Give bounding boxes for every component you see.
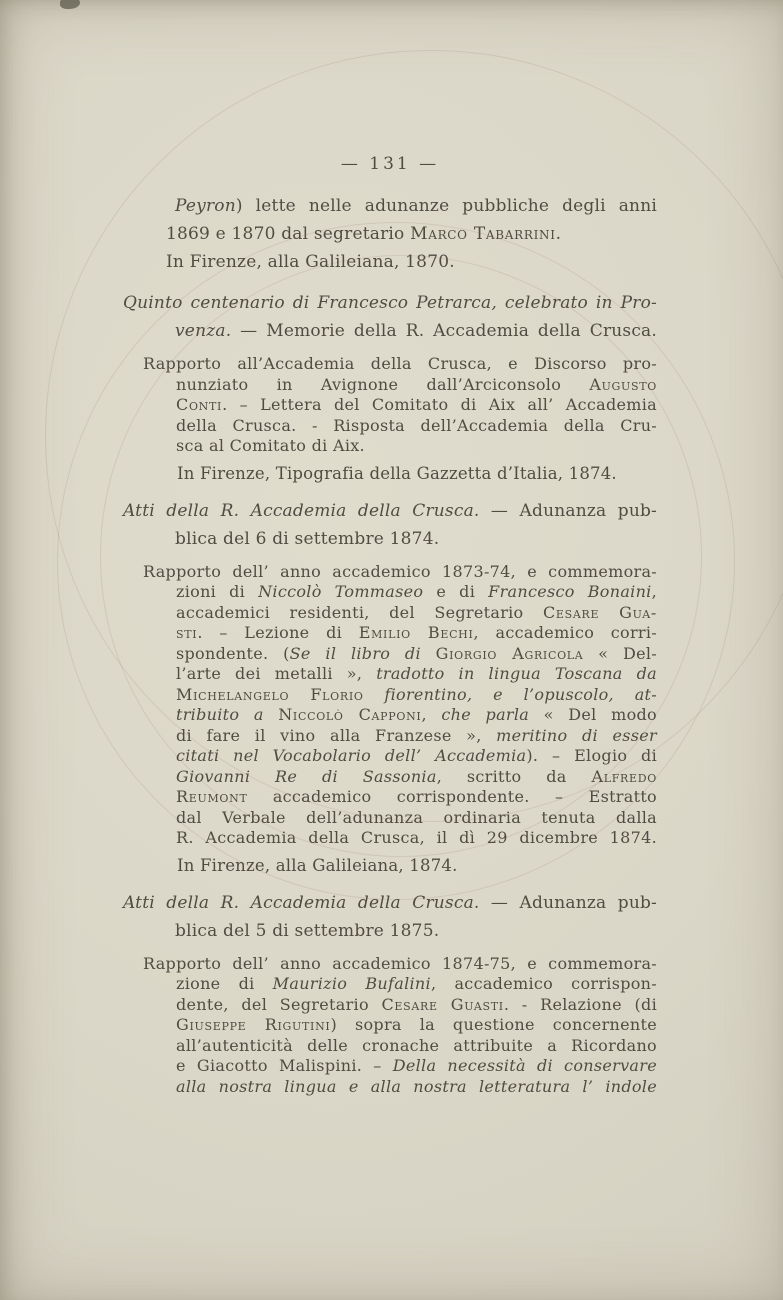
entry-line: e Giacotto Malispini. – Della necessità di conservare: [176, 1056, 657, 1075]
entry-line: In Firenze, alla Galileiana, 1874.: [177, 855, 458, 875]
entry-line: Atti della R. Accademia della Crusca. — Adunanza pub-: [123, 500, 658, 521]
entry-line: dente, del Segretario Cesare Guasti. - Relazione (di: [176, 994, 658, 1014]
entry-line: spondente. (Se il libro di Giorgio Agricola « Del-: [176, 643, 657, 663]
entry-line: Quinto centenario di Francesco Petrarca, celebrato in Pro-: [123, 293, 657, 313]
entry-line: Reumont accademico corrispondente. – Estratto: [176, 787, 657, 806]
imprint-gazzetta-italia-1874: [123, 463, 657, 484]
entry-line: della Crusca. - Risposta dell’Accademia della Cru-: [176, 415, 657, 435]
entry-line: venza. — Memorie della R. Accademia della Crusca.: [175, 321, 657, 341]
entry-line: di fare il vino alla Franzese », meritino di esser: [176, 725, 657, 745]
entry-line: Giuseppe Rigutini) sopra la questione concernente: [176, 1015, 658, 1034]
entry-rapporto-1873-74: [123, 562, 657, 849]
entry-line: sti. – Lezione di Emilio Bechi, accademico corri-: [176, 623, 658, 642]
entry-line: dal Verbale dell’adunanza ordinaria tenuta dalla: [176, 807, 657, 827]
entry-atti-adunanza-1875: [123, 889, 657, 945]
entry-line: Conti. – Lettera del Comitato di Aix all’ Accademia: [176, 395, 657, 414]
entry-quinto-centenario-petrarca: [123, 289, 657, 345]
entry-line: all’autenticità delle cronache attribuite a Ricordano: [176, 1035, 657, 1055]
entry-line: blica del 6 di settembre 1874.: [175, 528, 440, 549]
entry-line: l’arte dei metalli », tradotto in lingua Toscana da: [176, 664, 657, 683]
entry-line: Rapporto dell’ anno accademico 1873-74, e commemora-: [143, 561, 657, 581]
entry-line: citati nel Vocabolario dell’ Accademia). – Elogio di: [176, 746, 657, 765]
entry-line: accademici residenti, del Segretario Cesare Gua-: [176, 602, 657, 622]
entry-line: blica del 5 di settembre 1875.: [175, 920, 440, 941]
entry-atti-adunanza-1874: [123, 497, 657, 553]
imprint-galileiana-1874: [123, 855, 657, 876]
entry-line: tribuito a Niccolò Capponi, che parla « Del modo: [176, 705, 657, 724]
entry-line: zioni di Niccolò Tommaseo e di Francesco Bonaini,: [176, 582, 657, 601]
entry-line: Rapporto dell’ anno accademico 1874-75, e commemora-: [143, 953, 657, 973]
entry-rapporto-1874-75: [123, 954, 657, 1098]
page-number: — 131 —: [340, 154, 440, 174]
entry-line: R. Accademia della Crusca, il dì 29 dicembre 1874.: [176, 828, 657, 847]
entry-line: zione di Maurizio Bufalini, accademico corrispon-: [176, 974, 657, 993]
entry-peyron-continuation: [123, 192, 657, 276]
scan-speck: [60, 0, 80, 9]
entry-rapporto-avignone: [123, 354, 657, 457]
entry-line: In Firenze, alla Galileiana, 1870.: [166, 252, 455, 272]
entry-line: Rapporto all’Accademia della Crusca, e Discorso pro-: [143, 354, 657, 373]
bibliography-entries: [123, 192, 657, 1097]
entry-line: nunziato in Avignone dall’Arciconsolo Augusto: [176, 374, 657, 394]
text-column: [123, 150, 657, 1097]
entry-line: Giovanni Re di Sassonia, scritto da Alfredo: [176, 766, 657, 786]
entry-line: Peyron) lette nelle adunanze pubbliche degli anni: [175, 196, 657, 216]
entry-line: Michelangelo Florio fiorentino, e l’opuscolo, at-: [176, 684, 657, 704]
entry-line: In Firenze, Tipografia della Gazzetta d’Italia, 1874.: [177, 463, 617, 483]
entry-line: alla nostra lingua e alla nostra letteratura l’ indole: [176, 1076, 657, 1096]
entry-line: Atti della R. Accademia della Crusca. — Adunanza pub-: [123, 892, 658, 913]
entry-line: sca al Comitato di Aix.: [176, 436, 365, 455]
entry-line: 1869 e 1870 dal segretario Marco Tabarrini.: [166, 224, 562, 244]
